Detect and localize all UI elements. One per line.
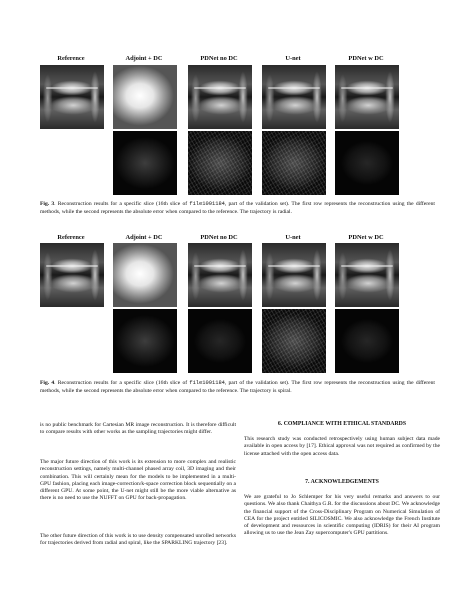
fig3-adjoint-error-image: [113, 131, 177, 195]
fig3-caption-file: file1001184: [189, 201, 225, 207]
section-7-text: We are grateful to Jo Schlemper for his very useful remarks and answers to our questions. We also thank Chaithya G.R. for the discussions about DC. We acknowledge the financial support of the Cross-Disciplinary Program on Numerical Simulation of CEA for the project entitled SILICOSMIC. We also acknowledge the French Institute of development and ressources in scientific computing (IDRIS) for their AI program allowing us to use the Jean Zay supercomputer's GPU partitions.: [244, 494, 440, 537]
fig4-reference-image: [40, 243, 104, 307]
fig4-col-label-unet: U-net: [285, 234, 301, 241]
fig3-adjoint-image: [113, 65, 177, 129]
fig3-col-label-adjoint: Adjoint + DC: [125, 55, 163, 62]
fig3-unet-error-image: [262, 131, 326, 195]
fig4-caption-label: Fig. 4: [40, 380, 55, 386]
fig4-col-label-adjoint: Adjoint + DC: [125, 234, 163, 241]
section-6-heading: 6. COMPLIANCE WITH ETHICAL STANDARDS: [277, 421, 407, 427]
section-6-text: This research study was conducted retrospectively using human subject data made available in open access by [17]. Ethical approval was not required as confirmed by the license attached with the open access data.: [244, 436, 440, 457]
fig3-caption-pre: . Reconstruction results for a specific slice (16th slice of: [54, 201, 190, 207]
fig3-col-label-unet: U-net: [285, 55, 301, 62]
fig3-caption-label: Fig. 3: [40, 201, 55, 207]
fig4-pdnet-no-dc-error-image: [188, 309, 252, 373]
fig4-caption: [40, 380, 435, 395]
fig4-pdnet-w-dc-image: [335, 243, 399, 307]
fig4-unet-error-image: [262, 309, 326, 373]
fig4-caption-post: , part of the validation set). The first row represents the reconstruction using the different methods, while the second represents the absolute error when compared to the reference. The trajectory is spiral.: [40, 380, 435, 394]
fig3-pdnet-no-dc-image: [188, 65, 252, 129]
fig4-adjoint-error-image: [113, 309, 177, 373]
fig4-caption-pre: . Reconstruction results for a specific slice (16th slice of: [54, 380, 190, 386]
fig4-caption-file: file1001184: [189, 380, 225, 386]
left-paragraph-3: The other future direction of this work is to use density compensated unrolled networks for trajectories derived from radial and spiral, like the SPARKLING trajectory [23].: [40, 533, 236, 547]
section-7-heading: 7. ACKNOWLEDGEMENTS: [305, 479, 379, 485]
fig3-reference-image: [40, 65, 104, 129]
fig3-caption-post: , part of the validation set). The first row represents the reconstruction using the different methods, while the second represents the absolute error when compared to the reference. The trajectory is radial.: [40, 201, 435, 215]
fig3-col-label-pdnet-no-dc: PDNet no DC: [200, 55, 238, 62]
fig3-unet-image: [262, 65, 326, 129]
fig3-pdnet-no-dc-error-image: [188, 131, 252, 195]
left-paragraph-1: is no public benchmark for Cartesian MR image reconstruction. It is therefore difficult to compare results with other works as the sampling trajectories might differ.: [40, 422, 236, 436]
fig4-unet-image: [262, 243, 326, 307]
fig4-col-label-pdnet-no-dc: PDNet no DC: [200, 234, 238, 241]
fig3-pdnet-w-dc-error-image: [335, 131, 399, 195]
fig3-caption: [40, 201, 435, 216]
fig4-col-label-pdnet-w-dc: PDNet w DC: [348, 234, 384, 241]
fig4-pdnet-no-dc-image: [188, 243, 252, 307]
fig3-col-label-reference: Reference: [57, 55, 85, 62]
fig3-col-label-pdnet-w-dc: PDNet w DC: [348, 55, 384, 62]
fig4-pdnet-w-dc-error-image: [335, 309, 399, 373]
fig4-col-label-reference: Reference: [57, 234, 85, 241]
fig3-pdnet-w-dc-image: [335, 65, 399, 129]
left-paragraph-2: The major future direction of this work is its extension to more complex and realistic reconstruction settings, namely multi-channel phased array coil, 3D imaging and their combination. This will certainly mean for the models to be implemented in a multi-GPU fashion, placing each image-correction/k-space correction block sequentially on a different GPU. At some point, the U-net might still be the more viable alternative as there is no need to use the NUFFT on GPU for back-propagation.: [40, 459, 236, 502]
fig4-adjoint-image: [113, 243, 177, 307]
